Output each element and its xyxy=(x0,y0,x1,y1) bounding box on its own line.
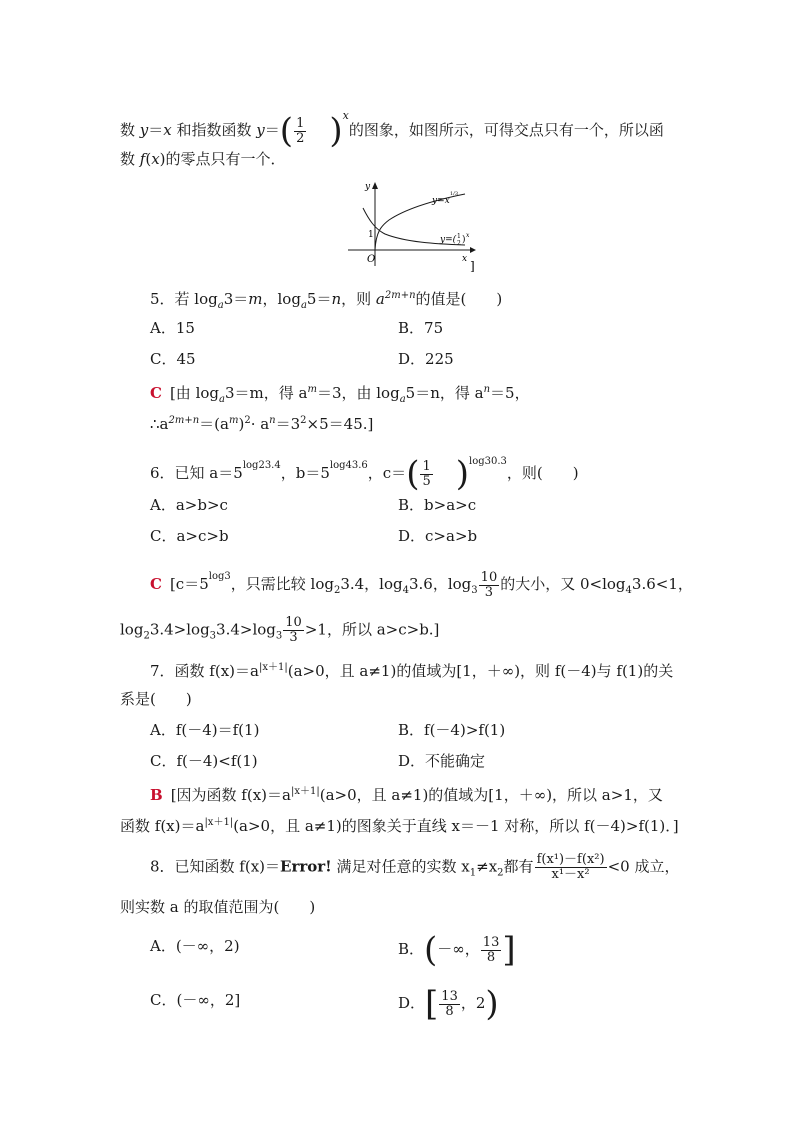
origin-label: O xyxy=(367,254,376,265)
q5-solution-1: C [由 $\log_a3=m$，得 $a^m=3$，由 $\log_a5=n$，得 $a^n=5$， xyxy=(150,384,530,405)
q6-solution-2: $\log_23.4>\log_33.4>\log_3$ $\frac{10}{3}$ >1，所以 a>c>b.] xyxy=(120,615,440,645)
q6-fraction: $\frac{1}{5}$ xyxy=(422,458,431,489)
intro-fraction: $\frac{1}{2}$ xyxy=(296,115,305,146)
q7-option-c: C．f(－4)<f(1) xyxy=(150,752,258,770)
curve2-frac-num: 1 xyxy=(457,233,461,240)
q6-answer: C xyxy=(150,575,162,593)
q5-option-c: C．45 xyxy=(150,350,196,368)
q7-option-d: D．不能确定 xyxy=(398,752,486,770)
intro-line-1: 数 y＝x 和指数函数 y＝( $\frac{1}{2}$ )$^x$的图象，如图所示，可得交点只有一个，所以函 xyxy=(120,109,664,151)
q7-solution-2: 函数 $f(x)=a^{|x+1|}(a>0$，且 a≠1)的图象关于直线 x＝－1 对称，所以 f(－4)>f(1)．] xyxy=(120,817,679,835)
q6-stem: 6．已知 $a=5^{log23.4}$，$b=5^{log43.6}$，c＝( $\frac{1}{5}$ )$^{log30.3}$，则( ) xyxy=(150,454,579,494)
q6-solution-1: C [$c=5^{log3}$，只需比较 $\log_23.4$，$\log_43.6$，$\log_3$ $\frac{10}{3}$ 的大小，又 $0<\log_43.6<1$， xyxy=(150,569,693,600)
q8-option-a: A．(－∞，2) xyxy=(150,937,240,955)
q6-option-c: C．a>c>b xyxy=(150,527,229,545)
q6-option-d: D．c>a>b xyxy=(398,527,478,545)
q8-fraction: $\frac{\text{f(x¹)－f(x²)}}{\text{x¹－x²}}$ xyxy=(536,852,605,882)
q5-option-b: B．75 xyxy=(398,319,444,337)
q7-solution-1: B [因为函数 $f(x)=a^{|x+1|}(a>0$，且 a≠1)的值域为[1，＋∞)，所以 a>1，又 xyxy=(150,786,663,804)
q7-stem-2: 系是( ) xyxy=(120,690,192,708)
curve2-exponent: x xyxy=(466,232,470,239)
curve2-close: ) xyxy=(462,235,466,245)
q7-stem-1: 7．函数 $f(x)=a^{|x+1|}(a>0$，且 a≠1)的值域为[1，＋∞)，则 f(－4)与 f(1)的关 xyxy=(150,662,674,680)
closing-bracket: ] xyxy=(470,259,475,272)
curve2-frac-den: 2 xyxy=(457,240,461,247)
intro-line-2: 数 f(x)的零点只有一个． xyxy=(120,150,286,168)
q7-option-a: A．f(－4)＝f(1) xyxy=(150,721,260,739)
q8-stem-1: 8．已知函数 f(x)＝Error! 满足对任意的实数 $x_1\ne x_2$都有 $\frac{\text{f(x¹)－f(x²)}}{\text{x¹－x²}}$ <0 成立， xyxy=(150,852,680,882)
q8-option-d: D．[ $\frac{13}{8}$ ，2) xyxy=(398,984,499,1024)
q8-option-c: C．(－∞，2] xyxy=(150,991,241,1009)
curve2-label: y=( xyxy=(440,235,457,245)
one-label: 1 xyxy=(368,230,374,240)
curve1-label: y=x xyxy=(432,196,450,206)
q5-option-a: A．15 xyxy=(150,319,195,337)
q7-option-b: B．f(－4)>f(1) xyxy=(398,721,506,739)
q5-option-d: D．225 xyxy=(398,350,454,368)
q5-solution-2: $\therefore a^{2m+n}=(a^m)^2\cdot a^n=3^2\times 5=45$.] xyxy=(150,415,374,433)
function-graph xyxy=(345,176,485,272)
q5-stem: 5．若 $\log_a3=m$，$\log_a5=n$，则 $a^{2m+n}$的值是( ) xyxy=(150,290,503,311)
y-axis-label: y xyxy=(365,182,371,192)
q6-option-b: B．b>a>c xyxy=(398,496,477,514)
q5-answer: C xyxy=(150,384,162,402)
q7-answer: B xyxy=(150,786,163,804)
q8-stem-2: 则实数 a 的取值范围为( ) xyxy=(120,898,316,916)
x-axis-label: x xyxy=(462,254,468,264)
q6-option-a: A．a>b>c xyxy=(150,496,228,514)
q8-option-b: B．(－∞， $\frac{13}{8}$ ] xyxy=(398,930,516,970)
curve1-exponent: 1/3 xyxy=(450,191,459,197)
